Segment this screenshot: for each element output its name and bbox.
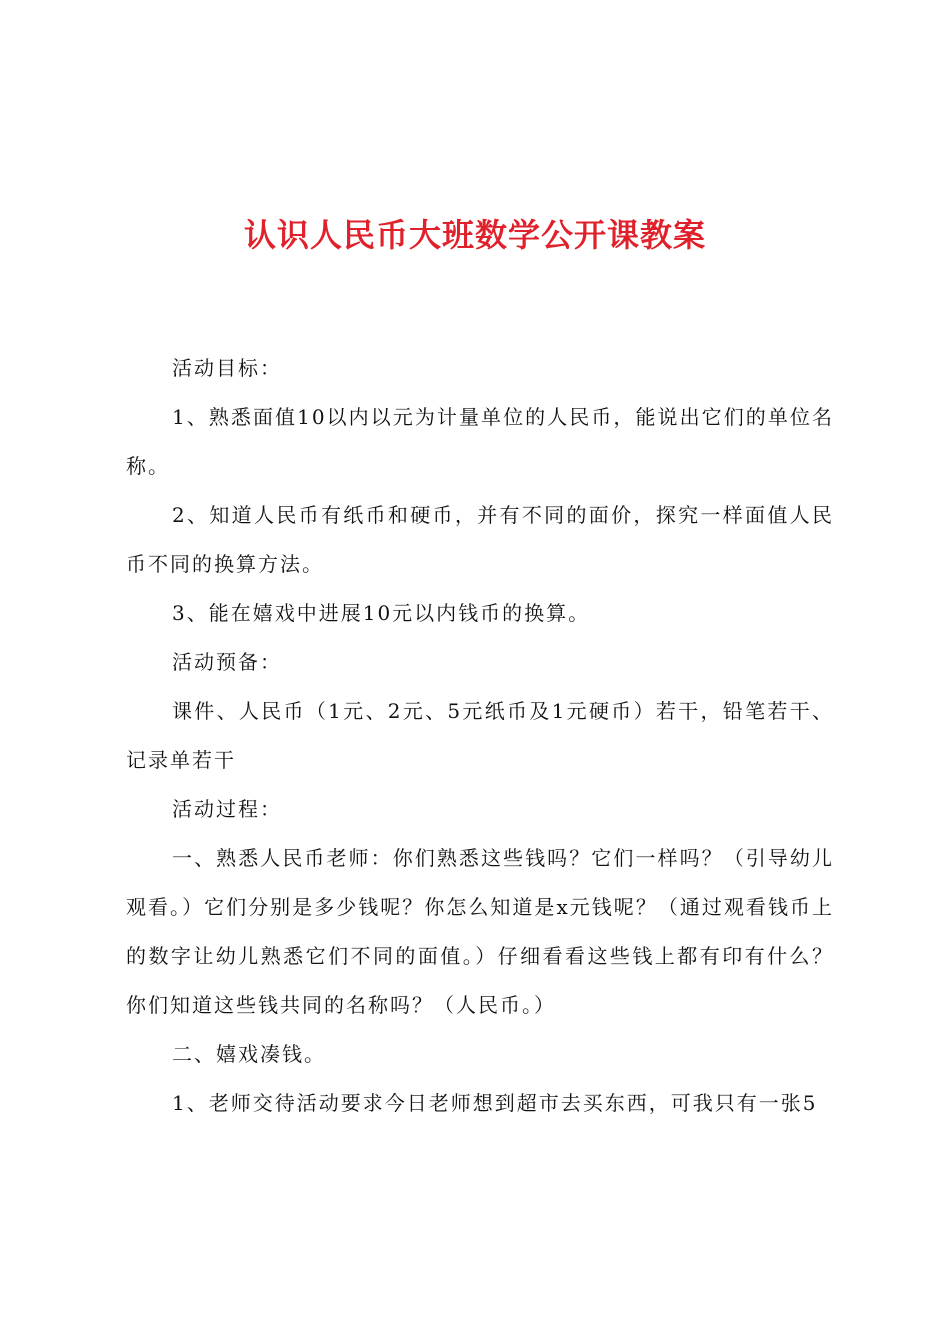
paragraph-preparation-heading: 活动预备： (172, 650, 282, 674)
paragraph-goal-1: 1、熟悉面值10以内以元为计量单位的人民币，能说出它们的单位名称。 (126, 405, 834, 478)
paragraph-process-step-2-1: 1、老师交待活动要求今日老师想到超市去买东西，可我只有一张5 (172, 1091, 818, 1115)
paragraph-process-step-2: 二、嬉戏凑钱。 (172, 1042, 326, 1066)
document-title: 认识人民币大班数学公开课教案 (243, 216, 706, 254)
document-body (126, 344, 834, 1128)
paragraph-goal-3: 3、能在嬉戏中进展10元以内钱币的换算。 (172, 601, 591, 625)
paragraph-process-step-1: 一、熟悉人民币老师：你们熟悉这些钱吗？它们一样吗？（引导幼儿观看。）它们分别是多少钱呢？你怎么知道是x元钱呢？（通过观看钱币上的数字让幼儿熟悉它们不同的面值。）仔细看看这些钱上都有印有什么？你们知道这些钱共同的名称吗？（人民币。） (126, 846, 834, 1017)
paragraph-preparation-materials: 课件、人民币（1元、2元、5元纸币及1元硬币）若干，铅笔若干、记录单若干 (126, 699, 834, 772)
paragraph-activity-goals-heading: 活动目标： (172, 356, 282, 380)
paragraph-process-heading: 活动过程： (172, 797, 282, 821)
paragraph-goal-2: 2、知道人民币有纸币和硬币，并有不同的面价，探究一样面值人民币不同的换算方法。 (126, 503, 834, 576)
